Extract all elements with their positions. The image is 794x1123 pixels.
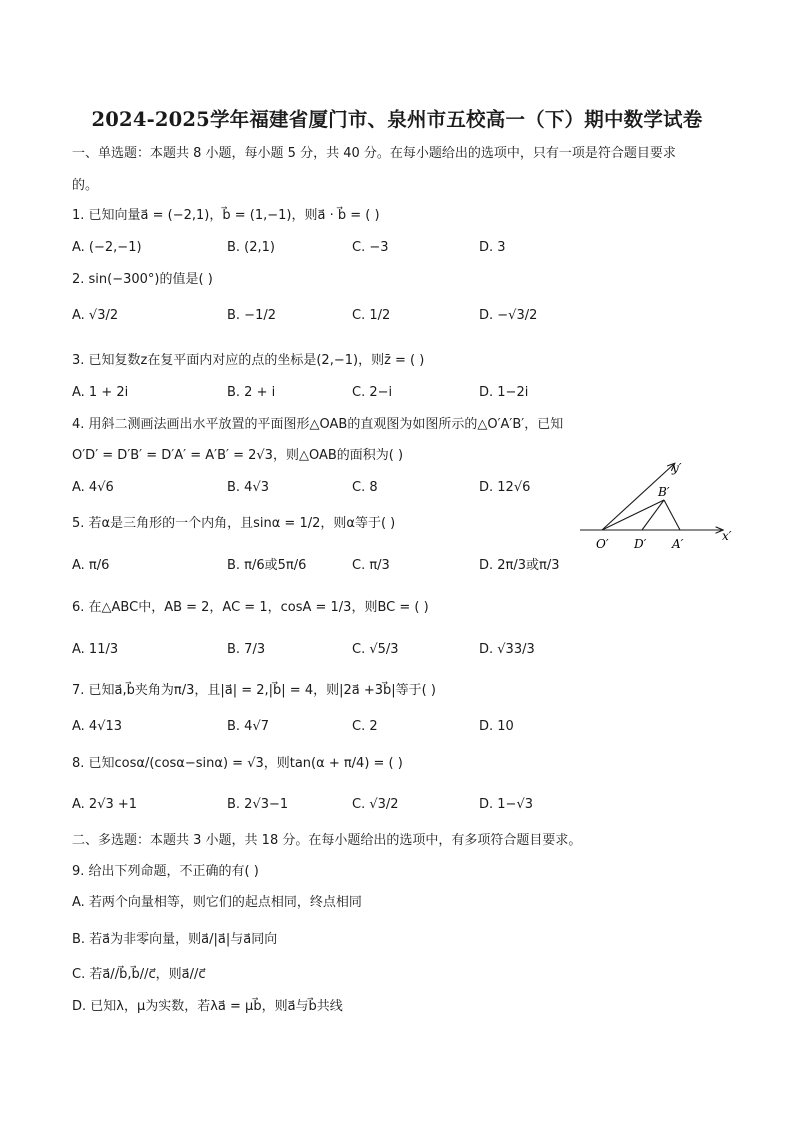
segment-ba: [664, 500, 680, 530]
q5-stem: 5. 若α是三角形的一个内角，且sinα = 1/2，则α等于( ): [72, 516, 396, 531]
q7-option-a: A. 4√13: [72, 719, 123, 734]
q2-option-d: D. −√3/2: [479, 308, 538, 323]
segment-ob: [602, 500, 664, 530]
q9-option-b: B. 若a⃗为非零向量，则a⃗/|a⃗|与a⃗同向: [72, 932, 278, 947]
exam-title: 2024-2025学年福建省厦门市、泉州市五校高一（下）期中数学试卷: [91, 108, 703, 131]
q4-oblique-diagram: [576, 452, 738, 556]
q9-option-c: C. 若a⃗//b⃗,b⃗//c⃗，则a⃗//c⃗: [72, 967, 206, 982]
q8-option-c: C. √3/2: [352, 797, 399, 812]
q1-option-a: A. (−2,−1): [72, 240, 142, 255]
q8-option-d: D. 1−√3: [479, 797, 533, 812]
q1-option-d: D. 3: [479, 240, 506, 255]
q1-option-c: C. −3: [352, 240, 389, 255]
q4-option-a: A. 4√6: [72, 480, 114, 495]
q3-option-a: A. 1 + 2i: [72, 385, 129, 400]
q5-option-b: B. π/6或5π/6: [227, 558, 307, 573]
q2-stem: 2. sin(−300°)的值是( ): [72, 272, 213, 287]
q2-option-b: B. −1/2: [227, 308, 276, 323]
q9-option-d: D. 已知λ，μ为实数，若λa⃗ = μb⃗，则a⃗与b⃗共线: [72, 999, 343, 1014]
q7-option-c: C. 2: [352, 719, 378, 734]
q3-option-c: C. 2−i: [352, 385, 393, 400]
q5-option-a: A. π/6: [72, 558, 110, 573]
q6-option-a: A. 11/3: [72, 642, 119, 657]
q4-option-b: B. 4√3: [227, 480, 270, 495]
label-o-prime: O′: [596, 537, 609, 551]
label-y-prime: y′: [672, 461, 682, 475]
q7-option-b: B. 4√7: [227, 719, 270, 734]
q2-option-c: C. 1/2: [352, 308, 391, 323]
q8-option-b: B. 2√3−1: [227, 797, 289, 812]
section1-header-line2: 的。: [72, 178, 99, 193]
segment-bd: [642, 500, 664, 530]
q1-stem: 1. 已知向量a⃗ = (−2,1)，b⃗ = (1,−1)，则a⃗ · b⃗ = ( ): [72, 208, 380, 223]
q3-option-b: B. 2 + i: [227, 385, 276, 400]
q7-stem: 7. 已知a⃗,b⃗夹角为π/3，且|a⃗| = 2,|b⃗| = 4，则|2a⃗ +3b⃗|等于( ): [72, 683, 436, 698]
q3-option-d: D. 1−2i: [479, 385, 529, 400]
q5-option-c: C. π/3: [352, 558, 390, 573]
label-x-prime: x′: [722, 529, 732, 543]
q4-stem-line2: O′D′ = D′B′ = D′A′ = A′B′ = 2√3，则△OAB的面积为( ): [72, 448, 404, 463]
q8-stem: 8. 已知cosα/(cosα−sinα) = √3，则tan(α + π/4) = ( ): [72, 756, 403, 771]
q9-stem: 9. 给出下列命题，不正确的有( ): [72, 864, 259, 879]
q4-option-c: C. 8: [352, 480, 378, 495]
section2-header: 二、多选题：本题共 3 小题，共 18 分。在每小题给出的选项中，有多项符合题目要求。: [72, 833, 582, 848]
label-b-prime: B′: [658, 485, 670, 499]
q5-option-d: D. 2π/3或π/3: [479, 558, 560, 573]
q3-stem: 3. 已知复数z在复平面内对应的点的坐标是(2,−1)，则z̄ = ( ): [72, 353, 425, 368]
q6-stem: 6. 在△ABC中，AB = 2，AC = 1，cosA = 1/3，则BC = ( ): [72, 600, 429, 615]
label-d-prime: D′: [634, 537, 647, 551]
q4-stem-line1: 4. 用斜二测画法画出水平放置的平面图形△OAB的直观图为如图所示的△O′A′B′，已知: [72, 417, 564, 432]
q8-option-a: A. 2√3 +1: [72, 797, 138, 812]
section1-header-line1: 一、单选题：本题共 8 小题，每小题 5 分，共 40 分。在每小题给出的选项中，只有一项是符合题目要求: [72, 146, 676, 161]
q1-option-b: B. (2,1): [227, 240, 276, 255]
q7-option-d: D. 10: [479, 719, 514, 734]
q6-option-b: B. 7/3: [227, 642, 266, 657]
q2-option-a: A. √3/2: [72, 308, 119, 323]
q6-option-c: C. √5/3: [352, 642, 399, 657]
q4-option-d: D. 12√6: [479, 480, 531, 495]
label-a-prime: A′: [672, 537, 684, 551]
q9-option-a: A. 若两个向量相等，则它们的起点相同，终点相同: [72, 895, 362, 910]
q6-option-d: D. √33/3: [479, 642, 535, 657]
